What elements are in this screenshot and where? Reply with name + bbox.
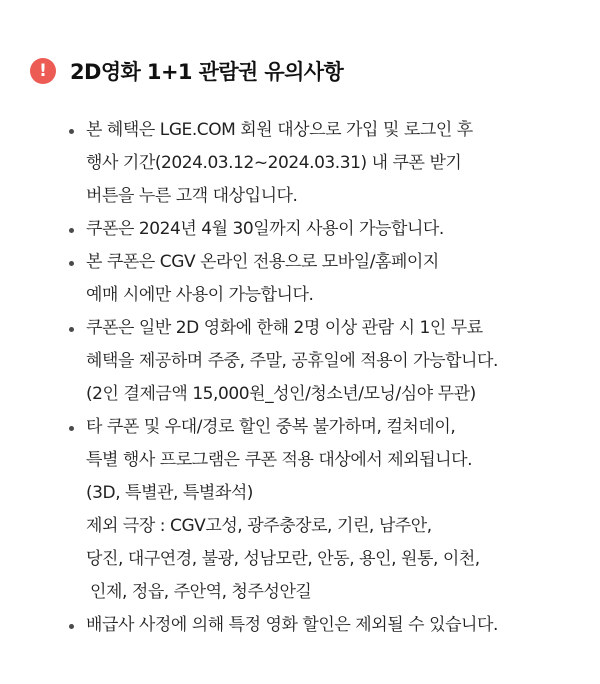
bullet-dot [69,426,74,431]
bullet-dot [69,624,74,629]
bullet-dot [69,129,74,134]
notice-text-line: 배급사 사정에 의해 특정 영화 할인은 제외될 수 있습니다. [86,615,498,635]
notice-header [30,54,343,88]
notice-text-line: 혜택을 제공하며 주중, 주말, 공휴일에 적용이 가능합니다. [86,351,498,371]
notice-text-line: 행사 기간(2024.03.12~2024.03.31) 내 쿠폰 받기 [86,153,462,173]
notice-text-line: 당진, 대구연경, 불광, 성남모란, 안동, 용인, 원통, 이천, [86,549,480,569]
notice-text-line: 제외 극장 : CGV고성, 광주충장로, 기린, 남주안, [86,516,432,536]
notice-text-line: 본 혜택은 LGE.COM 회원 대상으로 가입 및 로그인 후 [86,120,473,140]
notice-text-line: 예매 시에만 사용이 가능합니다. [86,285,314,305]
notice-text-line: (3D, 특별관, 특별좌석) [86,483,253,503]
exclamation-circle-icon: ! [30,58,56,84]
notice-item-eligibility [68,114,588,213]
notice-item-exclusions [68,411,588,609]
notice-text-line: 특별 행사 프로그램은 쿠폰 적용 대상에서 제외됩니다. [86,450,473,470]
bullet-dot [69,228,74,233]
notice-text-line: 인제, 정읍, 주안역, 청주성안길 [90,582,312,602]
notice-title: 2D영화 1+1 관람권 유의사항 [70,60,344,84]
notice-text-line: 버튼을 누른 고객 대상입니다. [86,186,298,206]
notice-text-line: 타 쿠폰 및 우대/경로 할인 중복 불가하며, 컬처데이, [86,417,456,437]
notice-item-distributor [68,609,588,642]
notice-text-line: (2인 결제금액 15,000원_성인/청소년/모닝/심야 무관) [86,384,476,404]
notice-item-expiry [68,213,588,246]
notice-text-line: 쿠폰은 2024년 4월 30일까지 사용이 가능합니다. [86,219,444,239]
bullet-dot [69,327,74,332]
notice-item-online-only [68,246,588,312]
bullet-dot [69,261,74,266]
notice-text-line: 본 쿠폰은 CGV 온라인 전용으로 모바일/홈페이지 [86,252,439,272]
notice-item-benefit [68,312,588,411]
notice-text-line: 쿠폰은 일반 2D 영화에 한해 2명 이상 관람 시 1인 무료 [86,318,483,338]
notice-list [68,114,588,642]
